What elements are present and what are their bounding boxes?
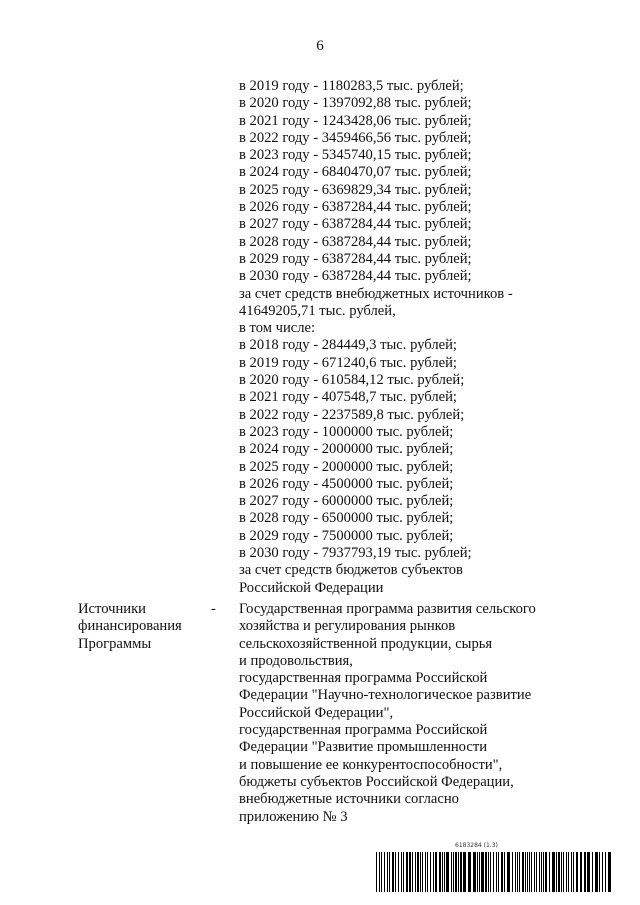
text-line: в 2030 году - 6387284,44 тыс. рублей; (239, 268, 472, 285)
text-line: в 2026 году - 4500000 тыс. рублей; (239, 475, 454, 492)
text-line: в 2028 году - 6500000 тыс. рублей; (239, 510, 454, 527)
text-line: в 2020 году - 1397092,88 тыс. рублей; (239, 95, 472, 112)
text-line: в 2019 году - 671240,6 тыс. рублей; (239, 354, 457, 371)
text-line: за счет средств внебюджетных источников - (239, 285, 513, 302)
text-line: Российской Федерации", (239, 704, 394, 721)
text-line: хозяйства и регулирования рынков (239, 618, 456, 635)
text-line: в 2030 году - 7937793,19 тыс. рублей; (239, 545, 472, 562)
text-line: Федерации "Научно-технологическое развитие (239, 687, 532, 704)
text-line: государственная программа Российской (239, 722, 488, 739)
text-line: в 2020 году - 610584,12 тыс. рублей; (239, 372, 465, 389)
text-line: бюджеты субъектов Российской Федерации, (239, 773, 514, 790)
text-line: в 2029 году - 6387284,44 тыс. рублей; (239, 250, 472, 267)
text-line: в 2022 году - 3459466,56 тыс. рублей; (239, 129, 472, 146)
text-line: в 2018 году - 284449,3 тыс. рублей; (239, 337, 457, 354)
text-line: в том числе: (239, 320, 316, 337)
text-line: в 2025 году - 2000000 тыс. рублей; (239, 458, 454, 475)
label-line: Программы (78, 635, 152, 652)
page-number: 6 (316, 38, 324, 54)
barcode-icon (376, 852, 616, 892)
text-line: в 2029 году - 7500000 тыс. рублей; (239, 527, 454, 544)
text-line: за счет средств бюджетов субъектов (239, 562, 463, 579)
text-line: и повышение ее конкурентоспособности", (239, 756, 503, 773)
text-line: в 2024 году - 6840470,07 тыс. рублей; (239, 164, 472, 181)
text-line: сельскохозяйственной продукции, сырья (239, 635, 493, 652)
label-line: финансирования (78, 618, 182, 635)
text-line: приложению № 3 (239, 808, 348, 825)
funding-sources-label (78, 601, 198, 653)
text-line: в 2027 году - 6000000 тыс. рублей; (239, 493, 454, 510)
text-line: в 2022 году - 2237589,8 тыс. рублей; (239, 406, 465, 423)
text-line: в 2026 году - 6387284,44 тыс. рублей; (239, 199, 472, 216)
text-line: в 2027 году - 6387284,44 тыс. рублей; (239, 216, 472, 233)
text-line: Российской Федерации (239, 579, 384, 596)
text-line: в 2023 году - 1000000 тыс. рублей; (239, 423, 454, 440)
text-line: в 2025 году - 6369829,34 тыс. рублей; (239, 181, 472, 198)
text-line: и продовольствия, (239, 652, 353, 669)
text-line: государственная программа Российской (239, 670, 488, 687)
text-line: в 2021 году - 407548,7 тыс. рублей; (239, 389, 457, 406)
text-line: Федерации "Развитие промышленности (239, 739, 488, 756)
text-line: внебюджетные источники согласно (239, 791, 459, 808)
funding-sources-text (239, 601, 569, 826)
funding-amounts-list (239, 78, 559, 597)
label-line: Источники (78, 601, 146, 617)
text-line: в 2024 году - 2000000 тыс. рублей; (239, 441, 454, 458)
text-line: Государственная программа развития сельского (239, 601, 536, 617)
text-line: 41649205,71 тыс. рублей, (239, 302, 396, 319)
row-dash: - (211, 601, 216, 617)
text-line: в 2019 году - 1180283,5 тыс. рублей; (239, 78, 464, 94)
text-line: в 2028 году - 6387284,44 тыс. рублей; (239, 233, 472, 250)
barcode-caption: 6183284 (1.3) (455, 842, 498, 849)
text-line: в 2021 году - 1243428,06 тыс. рублей; (239, 112, 472, 129)
text-line: в 2023 году - 5345740,15 тыс. рублей; (239, 147, 472, 164)
